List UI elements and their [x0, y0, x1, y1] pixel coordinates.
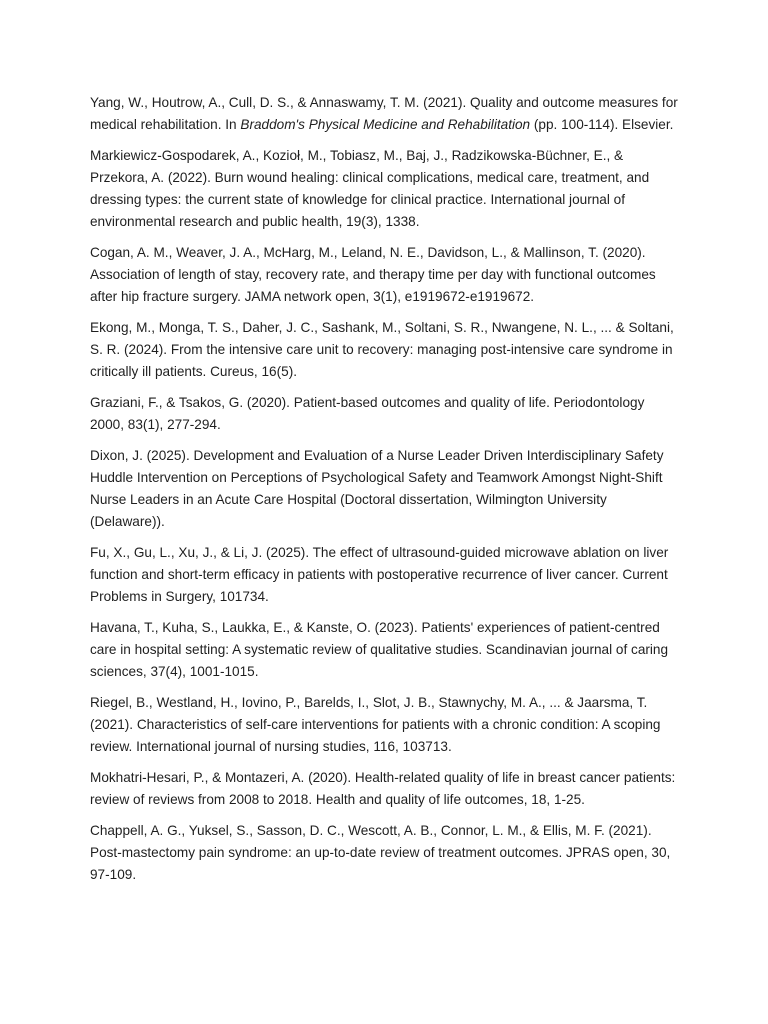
reference-entry: Havana, T., Kuha, S., Laukka, E., & Kanste, O. (2023). Patients' experiences of patient-centred care in hospital setting: A systematic review of qualitative studies. Scandinavian journal of caring sciences, 37(4), 1001-1015. [90, 620, 669, 679]
reference-text: (pp. 100-114). Elsevier. [530, 117, 674, 132]
reference-entry [90, 92, 680, 136]
reference-entry: Markiewicz-Gospodarek, A., Kozioł, M., Tobiasz, M., Baj, J., Radzikowska-Büchner, E., & Przekora, A. (2022). Burn wound healing: clinical complications, medical care, treatment, and dressing types: the current state of knowledge for clinical practice. International journal of environmental research and public health, 19(3), 1338. [90, 148, 650, 229]
reference-entry: Dixon, J. (2025). Development and Evaluation of a Nurse Leader Driven Interdisciplinary Safety Huddle Intervention on Perceptions of Psychological Safety and Teamwork Amongst Night-Shift Nurse Leaders in an Acute Care Hospital (Doctoral dissertation, Wilmington University (Delaware)). [90, 448, 664, 529]
reference-entry: Graziani, F., & Tsakos, G. (2020). Patient-based outcomes and quality of life. Periodontology 2000, 83(1), 277-294. [90, 395, 645, 432]
reference-entry: Ekong, M., Monga, T. S., Daher, J. C., Sashank, M., Soltani, S. R., Nwangene, N. L., ... & Soltani, S. R. (2024). From the intensive care unit to recovery: managing post-intensive care syndrome in critically ill patients. Cureus, 16(5). [90, 320, 674, 379]
reference-entry: Cogan, A. M., Weaver, J. A., McHarg, M., Leland, N. E., Davidson, L., & Mallinson, T. (2020). Association of length of stay, recovery rate, and therapy time per day with functional outcomes after hip fracture surgery. JAMA network open, 3(1), e1919672-e1919672. [90, 245, 656, 304]
reference-list [90, 92, 680, 895]
reference-entry: Chappell, A. G., Yuksel, S., Sasson, D. C., Wescott, A. B., Connor, L. M., & Ellis, M. F. (2021). Post-mastectomy pain syndrome: an up-to-date review of treatment outcomes. JPRAS open, 30, 97-109. [90, 823, 671, 882]
reference-text: Yang, W., Houtrow, A., Cull, D. S., & Annaswamy, T. M. (2021). Quality and outcome measures for medical rehabilitation. In [90, 95, 678, 132]
reference-entry: Fu, X., Gu, L., Xu, J., & Li, J. (2025). The effect of ultrasound-guided microwave ablation on liver function and short-term efficacy in patients with postoperative recurrence of liver cancer. Current Problems in Surgery, 101734. [90, 545, 669, 604]
reference-book-title: Braddom's Physical Medicine and Rehabilitation [240, 117, 531, 132]
reference-entry: Mokhatri-Hesari, P., & Montazeri, A. (2020). Health-related quality of life in breast cancer patients: review of reviews from 2008 to 2018. Health and quality of life outcomes, 18, 1-25. [90, 770, 676, 807]
reference-entry: Riegel, B., Westland, H., Iovino, P., Barelds, I., Slot, J. B., Stawnychy, M. A., ... & Jaarsma, T. (2021). Characteristics of self-care interventions for patients with a chronic condition: A scoping review. International journal of nursing studies, 116, 103713. [90, 695, 661, 754]
